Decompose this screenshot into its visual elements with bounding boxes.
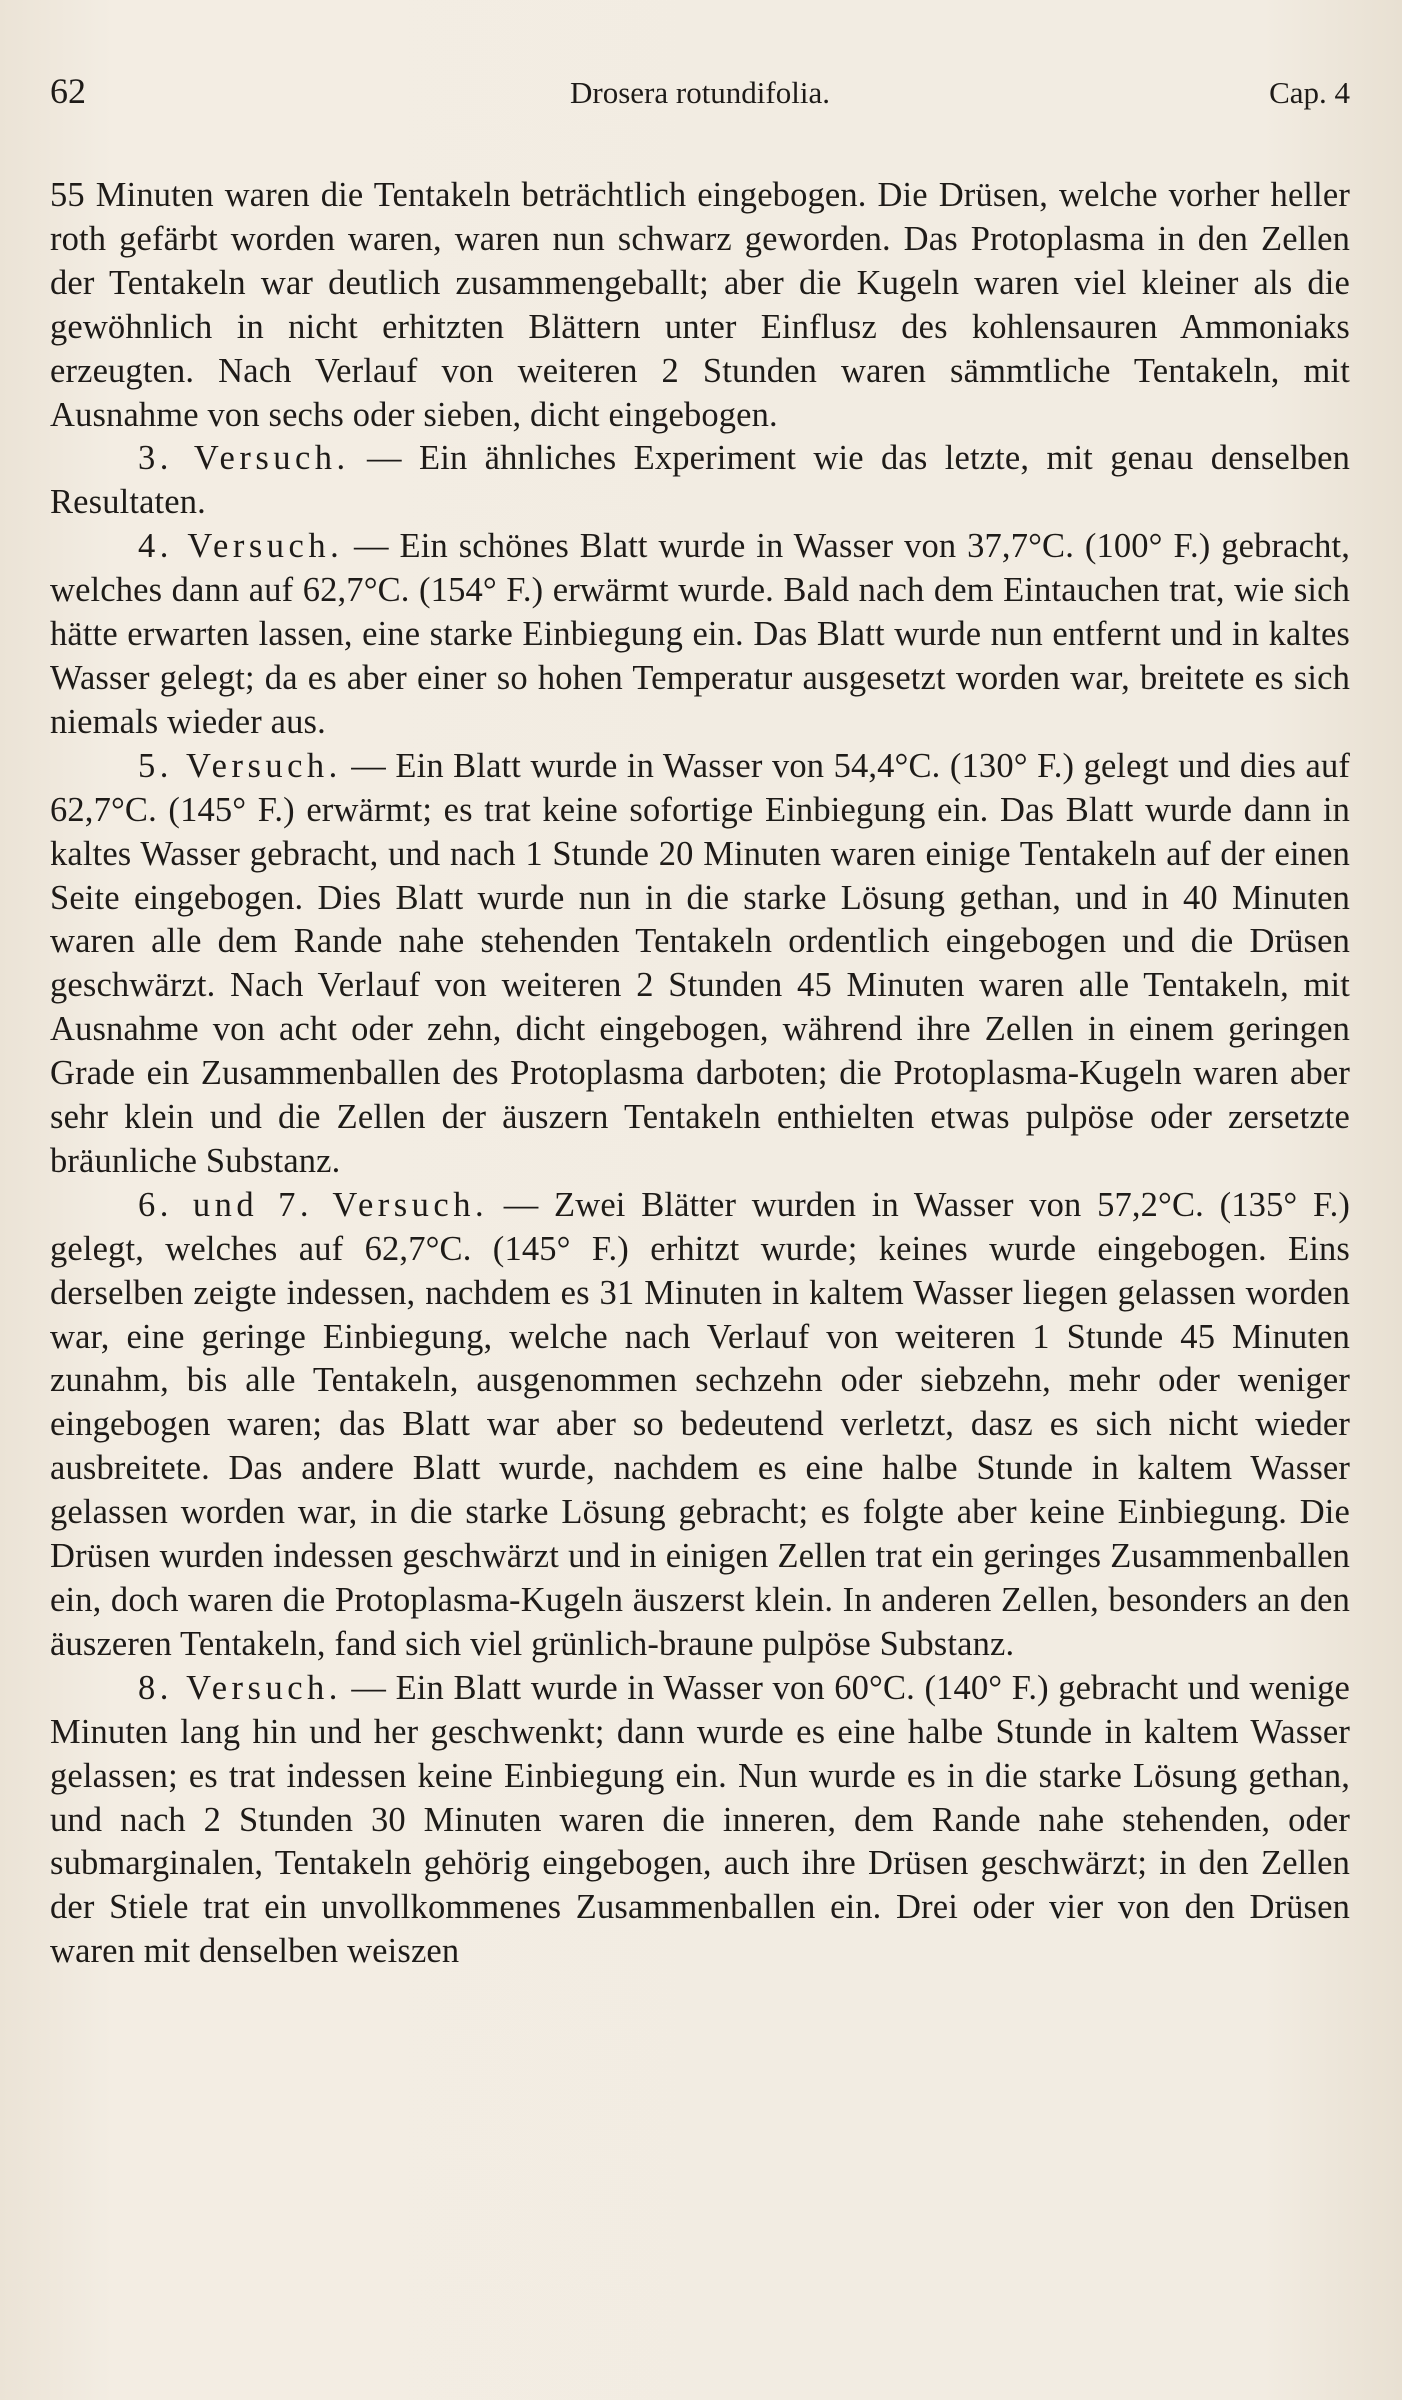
page-body — [50, 174, 1350, 1974]
paragraph-experiment-5 — [50, 745, 1350, 1184]
experiment-heading: 3. Versuch. — [138, 439, 350, 478]
running-title: Drosera rotundifolia. — [570, 75, 830, 110]
experiment-heading: 8. Versuch. — [138, 1668, 342, 1707]
paragraph-experiment-8 — [50, 1667, 1350, 1974]
experiment-heading: 4. Versuch. — [138, 527, 344, 566]
paragraph-text: — Ein Blatt wurde in Wasser von 60°C. (140° F.) gebracht und wenige Minuten lang hin und her geschwenkt; dann wurde es eine halbe Stunde in kaltem Wasser gelassen; es trat indessen keine Einbiegung ein. Nun wurde es in die starke Lösung gethan, und nach 2 Stunden 30 Minuten waren die inneren, dem Rande nahe stehenden, oder submarginalen, Tentakeln gehörig eingebogen, auch ihre Drüsen geschwärzt; in den Zellen der Stiele trat ein unvollkommenes Zusammenballen ein. Drei oder vier von den Drüsen waren mit denselben weiszen — [50, 1668, 1350, 1971]
paragraph-text: — Ein Blatt wurde in Wasser von 54,4°C. (130° F.) gelegt und dies auf 62,7°C. (145° F.) erwärmt; es trat keine sofortige Einbiegung ein. Das Blatt wurde dann in kaltes Wasser gebracht, und nach 1 Stunde 20 Minuten waren einige Tentakeln auf der einen Seite eingebogen. Dies Blatt wurde nun in die starke Lösung gethan, und in 40 Minuten waren alle dem Rande nahe stehenden Tentakeln ordentlich eingebogen und die Drüsen geschwärzt. Nach Verlauf von weiteren 2 Stunden 45 Minuten waren alle Tentakeln, mit Ausnahme von acht oder zehn, dicht eingebogen, während ihre Zellen in einem geringen Grade ein Zusammenballen des Protoplasma darboten; die Protoplasma-Kugeln waren aber sehr klein und die Zellen der äuszern Tentakeln enthielten etwas pulpöse oder zersetzte bräunliche Substanz. — [50, 746, 1350, 1180]
paragraph-text: — Zwei Blätter wurden in Wasser von 57,2°C. (135° F.) gelegt, welches auf 62,7°C. (145° F.) erhitzt wurde; keines wurde eingebogen. Eins derselben zeigte indessen, nachdem es 31 Minuten in kaltem Wasser liegen gelassen worden war, eine geringe Einbiegung, welche nach Verlauf von weiteren 1 Stunde 45 Minuten zunahm, bis alle Tentakeln, ausgenommen sechzehn oder siebzehn, mehr oder weniger eingebogen waren; das Blatt war aber so bedeutend verletzt, dasz es sich nicht wieder ausbreitete. Das andere Blatt wurde, nachdem es eine halbe Stunde in kaltem Wasser gelassen worden war, in die starke Lösung gebracht; es folgte aber keine Einbiegung. Die Drüsen wurden indessen geschwärzt und in einigen Zellen trat ein geringes Zusammenballen ein, doch waren die Protoplasma-Kugeln äuszerst klein. In anderen Zellen, besonders an den äuszeren Tentakeln, fand sich viel grünlich-braune pulpöse Substanz. — [50, 1185, 1350, 1663]
experiment-heading: 5. Versuch. — [138, 746, 342, 785]
page-header — [50, 70, 1350, 116]
paragraph-experiment-6-7 — [50, 1184, 1350, 1667]
paragraph-text: — Ein ähnliches Experiment wie das letzte, mit genau denselben Resultaten. — [50, 439, 1350, 522]
paragraph-experiment-3 — [50, 437, 1350, 525]
paragraph-text: — Ein schönes Blatt wurde in Wasser von 37,7°C. (100° F.) gebracht, welches dann auf 62,7°C. (154° F.) erwärmt wurde. Bald nach dem Eintauchen trat, wie sich hätte erwarten lassen, eine starke Einbiegung ein. Das Blatt wurde nun entfernt und in kaltes Wasser gelegt; da es aber einer so hohen Temperatur ausgesetzt worden war, breitete es sich niemals wieder aus. — [50, 527, 1350, 741]
paragraph-text: 55 Minuten waren die Tentakeln beträchtlich eingebogen. Die Drüsen, welche vorher heller roth gefärbt worden waren, waren nun schwarz geworden. Das Protoplasma in den Zellen der Tentakeln war deutlich zusammengeballt; aber die Kugeln waren viel kleiner als die gewöhnlich in nicht erhitzten Blättern unter Einflusz des kohlensauren Ammoniaks erzeugten. Nach Verlauf von weiteren 2 Stunden waren sämmtliche Tentakeln, mit Ausnahme von sechs oder sieben, dicht eingebogen. — [50, 176, 1350, 434]
page-number: 62 — [50, 71, 86, 111]
paragraph-experiment-4 — [50, 525, 1350, 745]
experiment-heading: 6. und 7. Versuch. — [138, 1185, 489, 1224]
paragraph-continuation — [50, 174, 1350, 437]
chapter-label: Cap. 4 — [1269, 75, 1350, 110]
